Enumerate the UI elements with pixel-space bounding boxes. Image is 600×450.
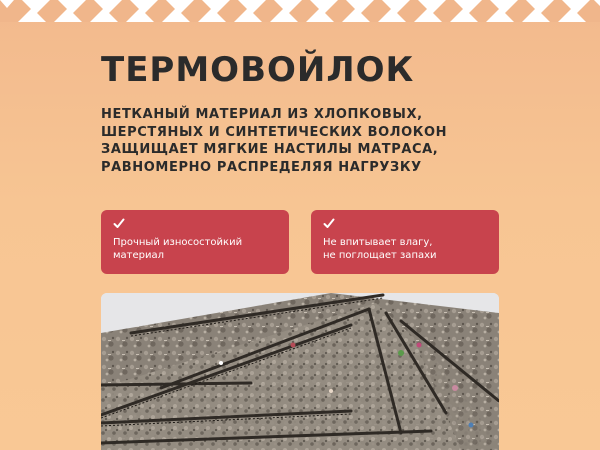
decorative-top-pattern bbox=[0, 0, 600, 22]
feature-line: Не впитывает влагу, bbox=[323, 237, 433, 248]
feature-text bbox=[113, 237, 277, 262]
check-icon bbox=[113, 218, 125, 229]
feature-card-durable bbox=[101, 210, 289, 274]
subtitle-line: ЗАЩИЩАЕТ МЯГКИЕ НАСТИЛЫ МАТРАСА, bbox=[101, 142, 439, 157]
subtitle-line: РАВНОМЕРНО РАСПРЕДЕЛЯЯ НАГРУЗКУ bbox=[101, 159, 422, 175]
felt-sheets-photo bbox=[101, 293, 499, 450]
subtitle-line: ШЕРСТЯНЫХ И СИНТЕТИЧЕСКИХ ВОЛОКОН bbox=[101, 124, 448, 140]
feature-card-moisture bbox=[311, 210, 499, 274]
feature-line: не поглощает запахи bbox=[323, 249, 437, 261]
felt-sheets-image bbox=[101, 293, 499, 450]
check-icon bbox=[323, 218, 335, 229]
feature-text bbox=[323, 237, 487, 262]
page-title: ТЕРМОВОЙЛОК bbox=[101, 50, 415, 90]
feature-line: материал bbox=[113, 249, 165, 261]
subtitle-line: НЕТКАНЫЙ МАТЕРИАЛ ИЗ ХЛОПКОВЫХ, bbox=[101, 107, 423, 122]
feature-line: Прочный износостойкий bbox=[113, 237, 243, 248]
page-subtitle bbox=[101, 106, 541, 176]
